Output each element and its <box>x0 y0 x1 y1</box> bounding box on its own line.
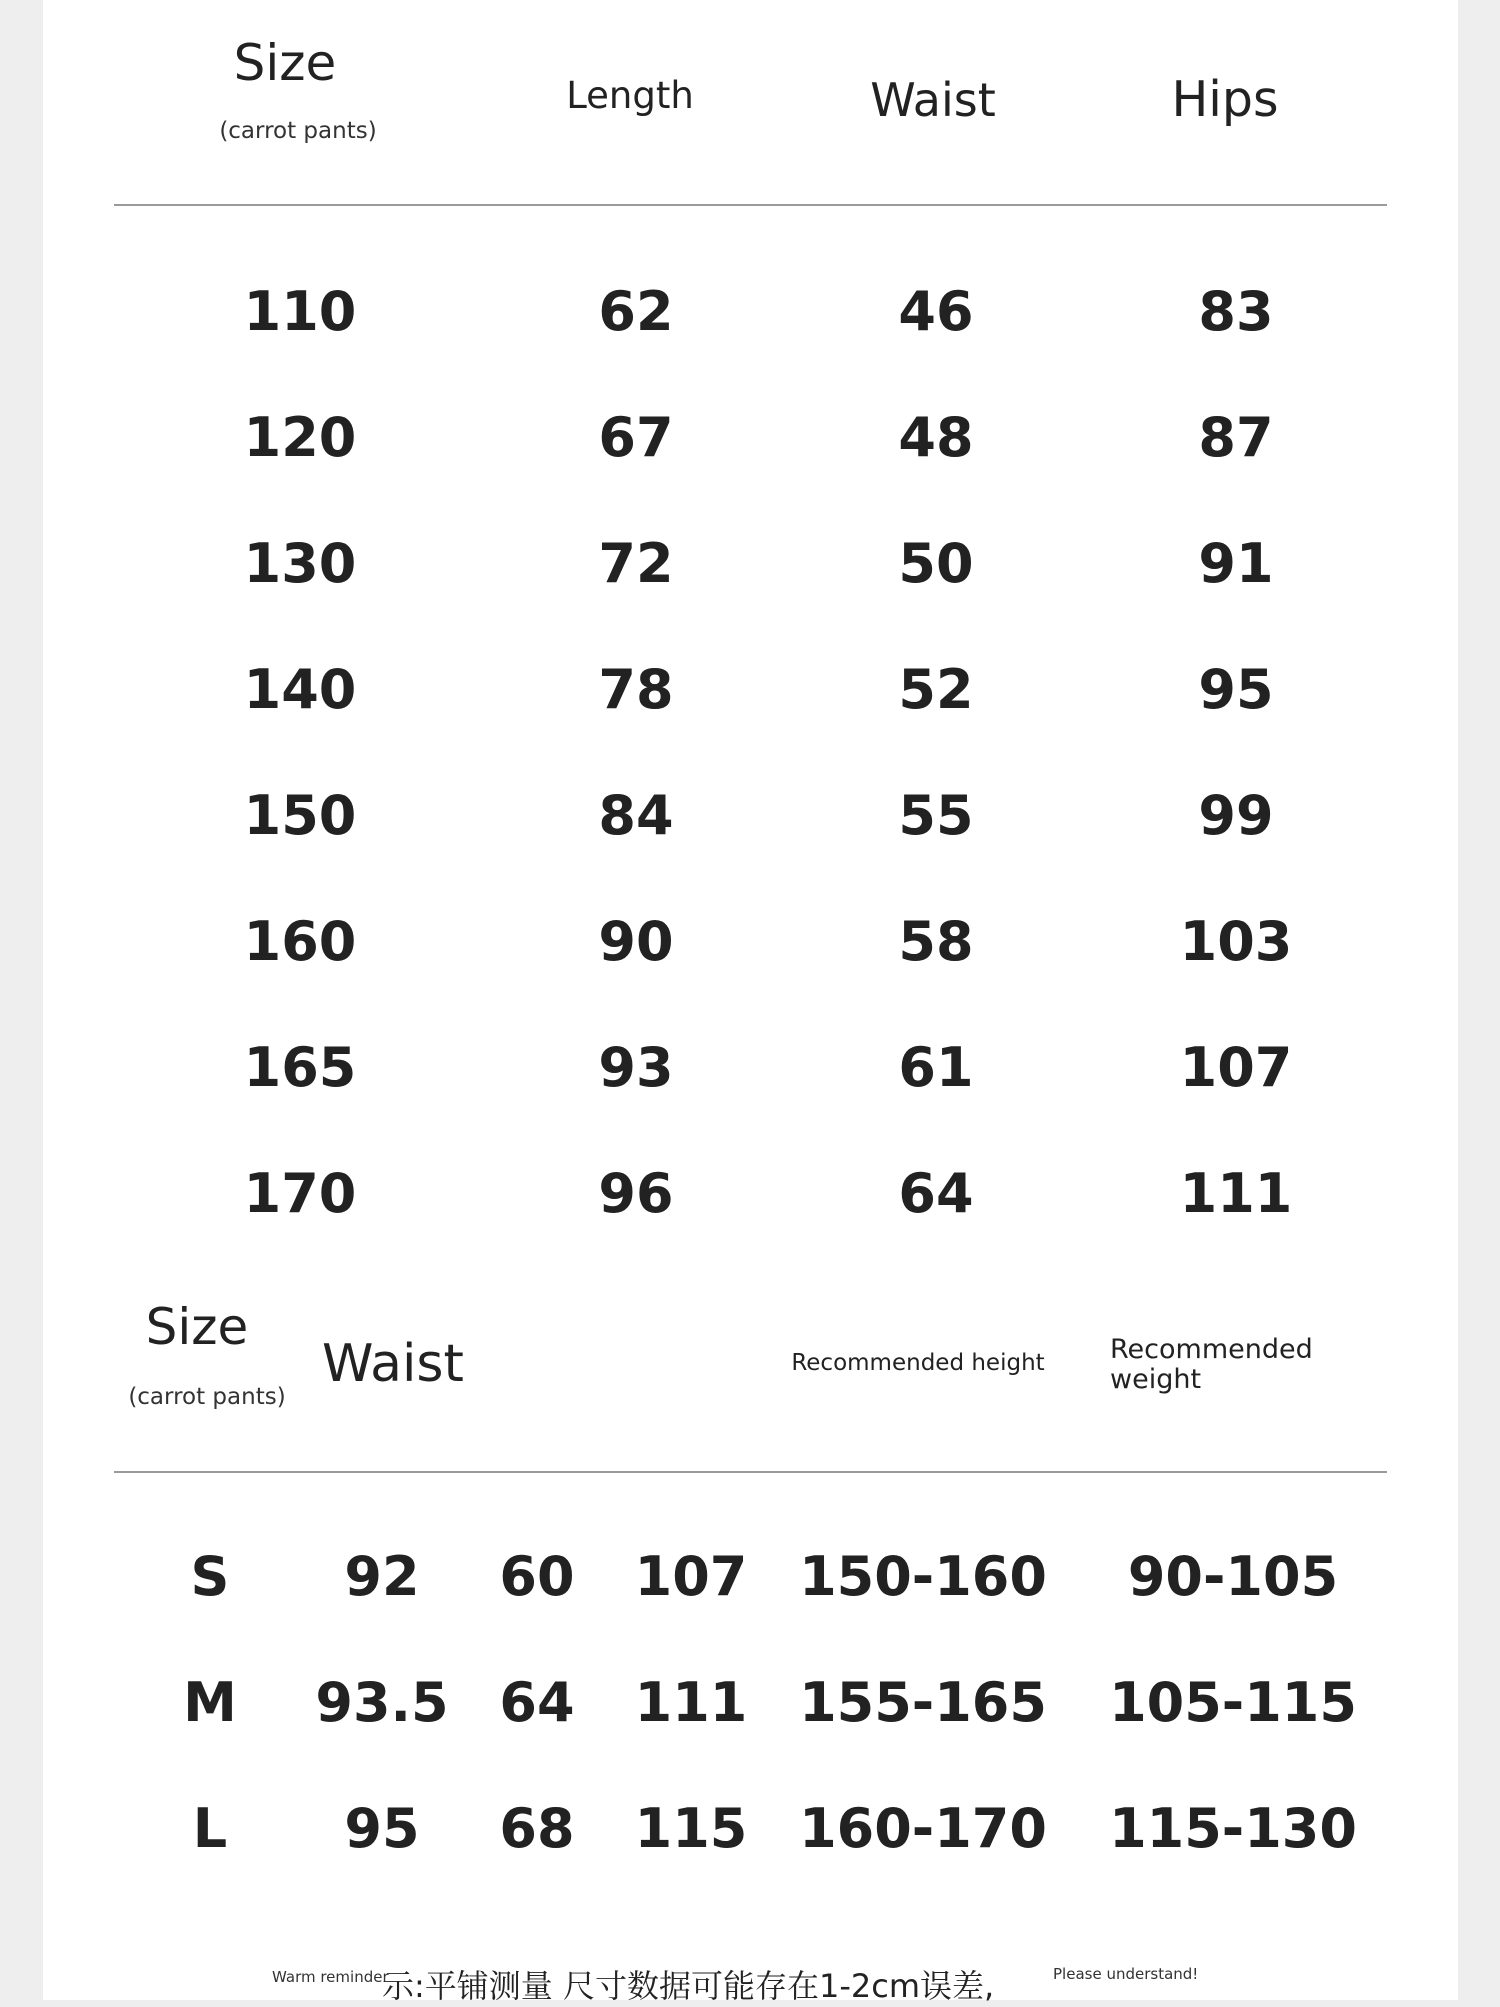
t1-cell-size: 140 <box>243 658 357 721</box>
t1-cell-hips: 107 <box>1179 1036 1293 1099</box>
footer-left-small: Warm reminder <box>272 1968 389 1986</box>
t2-cell-measure-3: 111 <box>634 1671 748 1734</box>
t1-cell-length: 84 <box>598 784 674 847</box>
t1-header-size: Size <box>233 34 337 92</box>
t1-cell-hips: 83 <box>1198 280 1274 343</box>
t1-cell-size: 120 <box>243 406 357 469</box>
t1-cell-length: 67 <box>598 406 674 469</box>
t2-header-rec-weight-2: weight <box>1110 1364 1202 1395</box>
t1-cell-hips: 87 <box>1198 406 1274 469</box>
t2-cell-measure-2: 64 <box>499 1671 575 1734</box>
t1-cell-length: 90 <box>598 910 674 973</box>
t2-cell-measure-2: 60 <box>499 1545 575 1608</box>
t2-header-size-sub: (carrot pants) <box>128 1384 286 1410</box>
t1-header-size-sub: (carrot pants) <box>219 118 377 144</box>
t1-header-waist: Waist <box>870 73 996 127</box>
t2-header-waist: Waist <box>322 1334 464 1394</box>
t1-cell-waist: 55 <box>898 784 974 847</box>
t1-cell-length: 78 <box>598 658 674 721</box>
t2-cell-measure-2: 68 <box>499 1797 575 1860</box>
t2-cell-rec-weight: 105-115 <box>1109 1671 1357 1734</box>
t1-cell-size: 165 <box>243 1036 357 1099</box>
t1-cell-waist: 46 <box>898 280 974 343</box>
t2-cell-size: S <box>190 1545 230 1608</box>
t1-cell-waist: 61 <box>898 1036 974 1099</box>
t2-cell-waist: 93.5 <box>315 1671 449 1734</box>
t2-divider <box>114 1471 1387 1473</box>
t1-cell-length: 96 <box>598 1162 674 1225</box>
t2-cell-size: M <box>183 1671 237 1734</box>
t1-cell-hips: 103 <box>1179 910 1293 973</box>
t1-cell-length: 62 <box>598 280 674 343</box>
t2-header-rec-weight-1: Recommended <box>1110 1334 1313 1365</box>
t1-cell-waist: 50 <box>898 532 974 595</box>
t1-cell-waist: 48 <box>898 406 974 469</box>
t1-cell-size: 110 <box>243 280 357 343</box>
t2-header-rec-height: Recommended height <box>791 1350 1045 1376</box>
t1-cell-waist: 58 <box>898 910 974 973</box>
t2-cell-waist: 92 <box>344 1545 420 1608</box>
t1-cell-length: 93 <box>598 1036 674 1099</box>
t2-cell-rec-weight: 90-105 <box>1127 1545 1339 1608</box>
t1-cell-hips: 99 <box>1198 784 1274 847</box>
t2-cell-rec-height: 155-165 <box>799 1671 1047 1734</box>
t2-header-size: Size <box>145 1298 249 1356</box>
t1-cell-length: 72 <box>598 532 674 595</box>
t1-cell-waist: 52 <box>898 658 974 721</box>
footer-right-small: Please understand! <box>1053 1965 1199 1983</box>
t1-cell-hips: 95 <box>1198 658 1274 721</box>
footer-main-text: 示:平铺测量 尺寸数据可能存在1-2cm误差, <box>382 1967 995 2005</box>
t2-cell-measure-3: 115 <box>634 1797 748 1860</box>
t1-cell-size: 150 <box>243 784 357 847</box>
t2-cell-waist: 95 <box>344 1797 420 1860</box>
t1-cell-hips: 111 <box>1179 1162 1293 1225</box>
t1-cell-waist: 64 <box>898 1162 974 1225</box>
t1-cell-hips: 91 <box>1198 532 1274 595</box>
t2-cell-measure-3: 107 <box>634 1545 748 1608</box>
t1-cell-size: 170 <box>243 1162 357 1225</box>
t1-header-length: Length <box>566 74 694 117</box>
t1-cell-size: 130 <box>243 532 357 595</box>
t2-cell-size: L <box>192 1797 228 1860</box>
t1-divider <box>114 204 1387 206</box>
t2-cell-rec-height: 160-170 <box>799 1797 1047 1860</box>
t2-cell-rec-weight: 115-130 <box>1109 1797 1357 1860</box>
t2-cell-rec-height: 150-160 <box>799 1545 1047 1608</box>
t1-header-hips: Hips <box>1171 71 1279 128</box>
t1-cell-size: 160 <box>243 910 357 973</box>
